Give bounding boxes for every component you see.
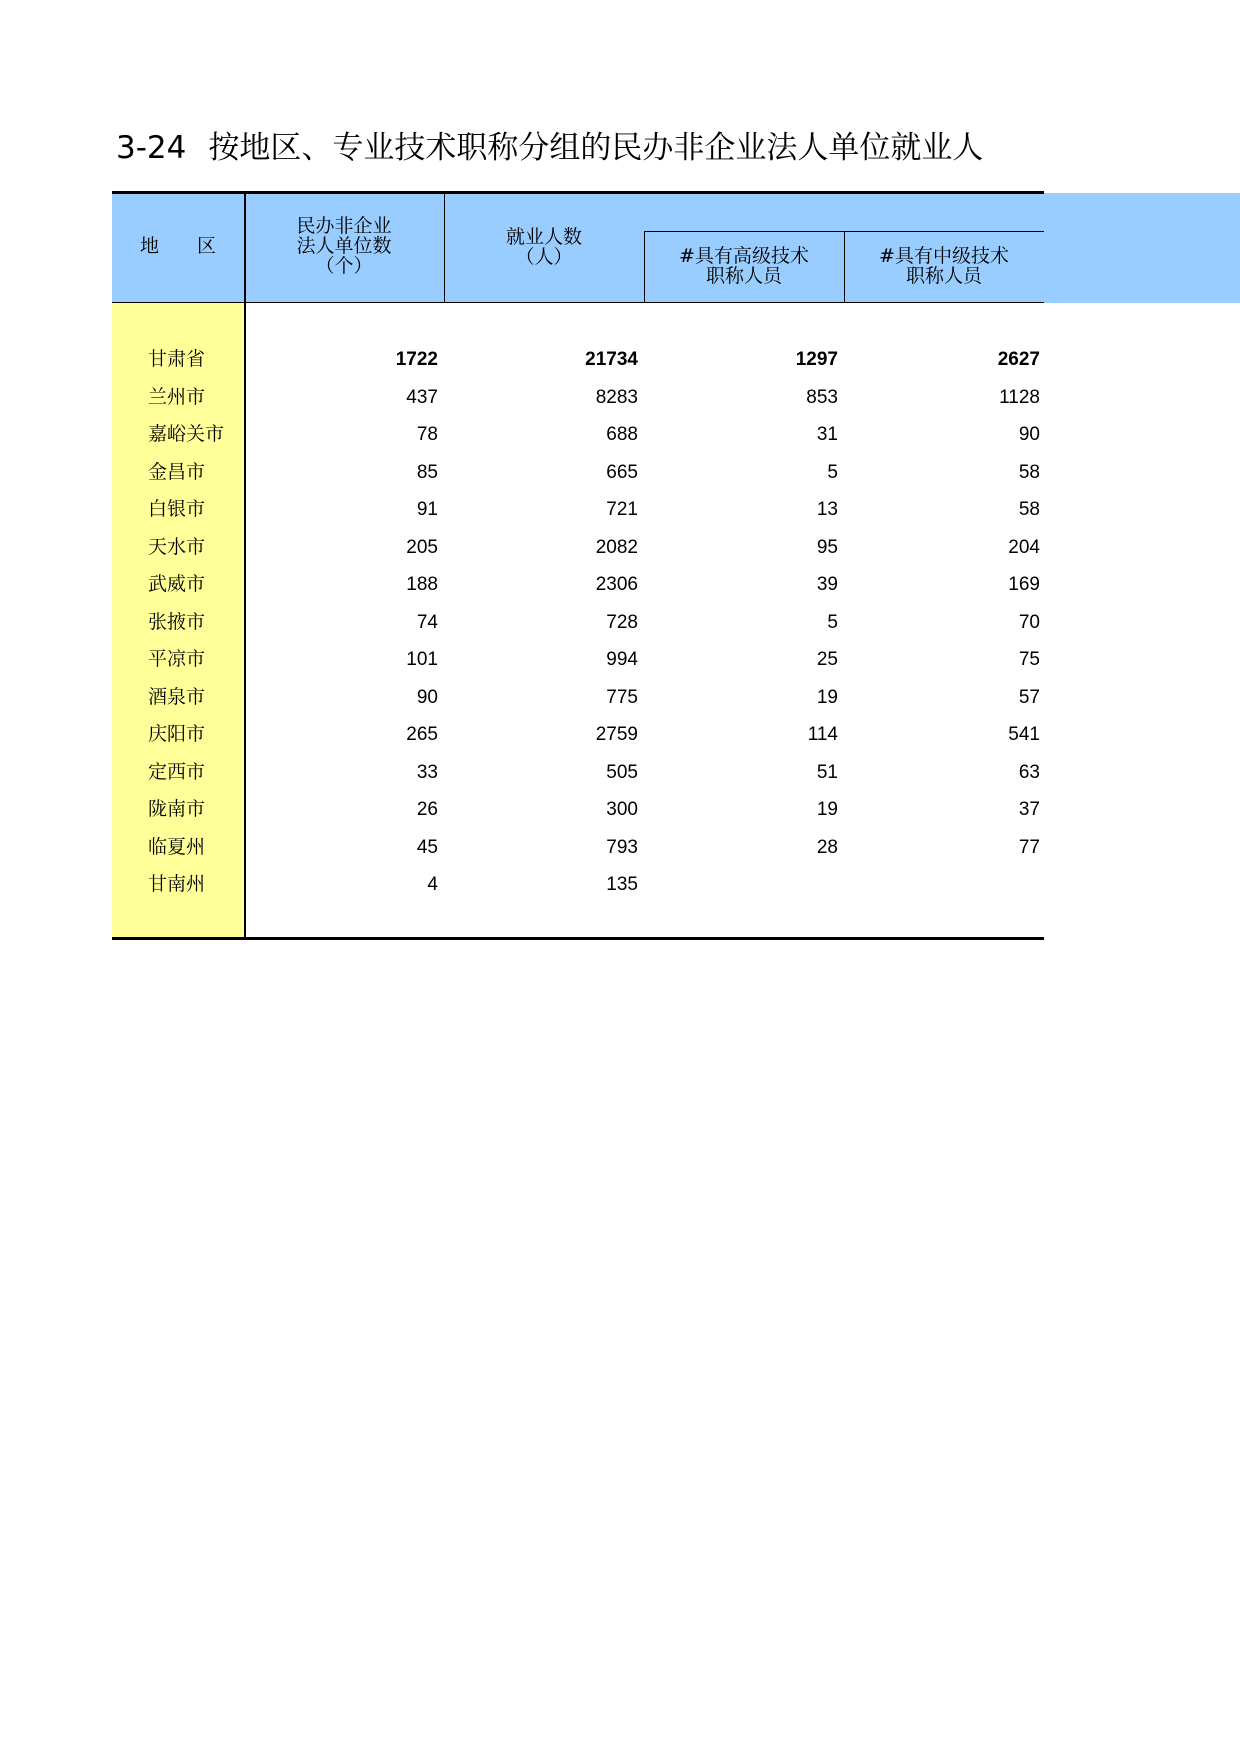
header-units-line2: 法人单位数 xyxy=(296,235,392,257)
region-cell: 天水市 xyxy=(148,535,206,558)
region-cell: 武威市 xyxy=(148,573,206,595)
table-row xyxy=(112,566,1044,603)
header-middle-line2: 职称人员 xyxy=(905,265,982,287)
senior-cell: 5 xyxy=(827,611,838,633)
senior-cell: 114 xyxy=(807,724,838,745)
employed-cell: 21734 xyxy=(585,349,638,370)
table-row xyxy=(112,679,1044,716)
region-cell: 嘉峪关市 xyxy=(148,423,225,445)
header-units-line1: 民办非企业 xyxy=(296,215,392,237)
units-cell: 265 xyxy=(406,724,438,745)
table-number: 3-24 xyxy=(116,130,187,166)
table-row xyxy=(112,754,1044,791)
header-top-border xyxy=(112,191,1044,194)
middle-cell: 75 xyxy=(1018,649,1040,670)
table-row xyxy=(112,341,1044,378)
employed-cell: 135 xyxy=(606,874,638,895)
header-employed-line1: 就业人数 xyxy=(505,226,582,248)
units-cell: 85 xyxy=(416,461,438,483)
header-divider-2 xyxy=(644,231,645,303)
middle-cell: 77 xyxy=(1018,836,1040,858)
senior-cell: 19 xyxy=(816,686,838,708)
header-senior-line1: #具有高级技术 xyxy=(679,245,809,267)
region-cell: 兰州市 xyxy=(148,385,206,408)
middle-cell: 90 xyxy=(1018,424,1040,445)
senior-cell: 25 xyxy=(816,649,838,670)
senior-cell: 1297 xyxy=(795,349,838,370)
middle-cell: 2627 xyxy=(997,349,1040,370)
table-row xyxy=(112,829,1044,866)
units-cell: 188 xyxy=(406,574,438,595)
header-employed xyxy=(444,227,644,267)
region-cell: 金昌市 xyxy=(148,460,206,483)
senior-cell: 31 xyxy=(816,424,838,445)
units-cell: 33 xyxy=(416,761,438,783)
table-row xyxy=(112,529,1044,566)
table-row xyxy=(112,716,1044,753)
senior-cell xyxy=(644,866,838,903)
header-middle-line1: #具有中级技术 xyxy=(879,245,1009,267)
middle-cell: 63 xyxy=(1018,761,1040,783)
region-cell: 甘肃省 xyxy=(148,348,206,370)
header-divider-1 xyxy=(444,193,445,303)
middle-cell xyxy=(844,866,1040,903)
header-senior-line2: 职称人员 xyxy=(705,265,782,287)
middle-cell: 204 xyxy=(1008,536,1040,558)
senior-cell: 13 xyxy=(816,499,838,520)
units-cell: 26 xyxy=(416,799,438,820)
senior-cell: 19 xyxy=(816,799,838,820)
region-cell: 庆阳市 xyxy=(148,723,206,745)
senior-cell: 853 xyxy=(806,386,838,408)
middle-cell: 37 xyxy=(1018,799,1040,820)
employed-cell: 300 xyxy=(606,799,638,820)
header-units-line3: （个） xyxy=(315,255,373,277)
units-cell: 91 xyxy=(416,499,438,520)
employed-cell: 688 xyxy=(606,424,638,445)
employed-cell: 728 xyxy=(606,611,638,633)
units-cell: 1722 xyxy=(395,349,438,370)
units-cell: 101 xyxy=(406,649,438,670)
employed-cell: 8283 xyxy=(595,386,638,408)
employed-cell: 2082 xyxy=(595,536,638,558)
middle-cell: 70 xyxy=(1018,611,1040,633)
header-bottom-border xyxy=(112,302,1044,303)
region-cell: 平凉市 xyxy=(148,648,206,670)
units-cell: 90 xyxy=(416,686,438,708)
middle-cell: 169 xyxy=(1008,574,1040,595)
senior-cell: 5 xyxy=(827,461,838,483)
senior-cell: 51 xyxy=(816,761,838,783)
units-cell: 45 xyxy=(416,836,438,858)
region-cell: 白银市 xyxy=(148,498,206,520)
region-cell: 甘南州 xyxy=(148,873,206,895)
units-cell: 437 xyxy=(406,386,438,408)
header-employed-line2: （人） xyxy=(515,246,573,268)
employed-cell: 793 xyxy=(606,836,638,858)
employed-cell: 994 xyxy=(606,649,638,670)
header-divider-3 xyxy=(844,231,845,303)
table-row xyxy=(112,791,1044,828)
region-cell: 张掖市 xyxy=(148,610,206,633)
table-title: 按地区、专业技术职称分组的民办非企业法人单位就业人 xyxy=(208,130,984,166)
table-row xyxy=(112,866,1044,903)
header-senior-title xyxy=(644,246,844,286)
middle-cell: 541 xyxy=(1008,724,1040,745)
senior-cell: 39 xyxy=(816,574,838,595)
units-cell: 78 xyxy=(416,424,438,445)
employed-cell: 721 xyxy=(606,499,638,520)
units-cell: 4 xyxy=(427,874,438,895)
middle-cell: 58 xyxy=(1018,461,1040,483)
table-row xyxy=(112,454,1044,491)
region-cell: 陇南市 xyxy=(148,798,206,820)
employed-cell: 665 xyxy=(606,461,638,483)
header-region: 地 区 xyxy=(139,235,216,257)
region-cell: 酒泉市 xyxy=(148,685,206,708)
employed-cell: 775 xyxy=(606,686,638,708)
table-row xyxy=(112,491,1044,528)
table-row xyxy=(112,379,1044,416)
table-row xyxy=(112,416,1044,453)
table-row xyxy=(112,641,1044,678)
units-cell: 205 xyxy=(406,536,438,558)
table-row xyxy=(112,604,1044,641)
middle-cell: 1128 xyxy=(999,386,1040,408)
middle-cell: 57 xyxy=(1018,686,1040,708)
employed-cell: 2306 xyxy=(595,574,638,595)
page-title xyxy=(116,122,983,167)
header-units xyxy=(244,216,444,276)
senior-cell: 28 xyxy=(816,836,838,858)
middle-cell: 58 xyxy=(1018,499,1040,520)
units-cell: 74 xyxy=(416,611,438,633)
table-bottom-border xyxy=(112,937,1044,940)
header-middle-title xyxy=(844,246,1044,286)
region-cell: 临夏州 xyxy=(148,835,206,858)
senior-cell: 95 xyxy=(816,536,838,558)
employed-cell: 505 xyxy=(606,761,638,783)
region-cell: 定西市 xyxy=(148,760,206,783)
employed-cell: 2759 xyxy=(595,724,638,745)
